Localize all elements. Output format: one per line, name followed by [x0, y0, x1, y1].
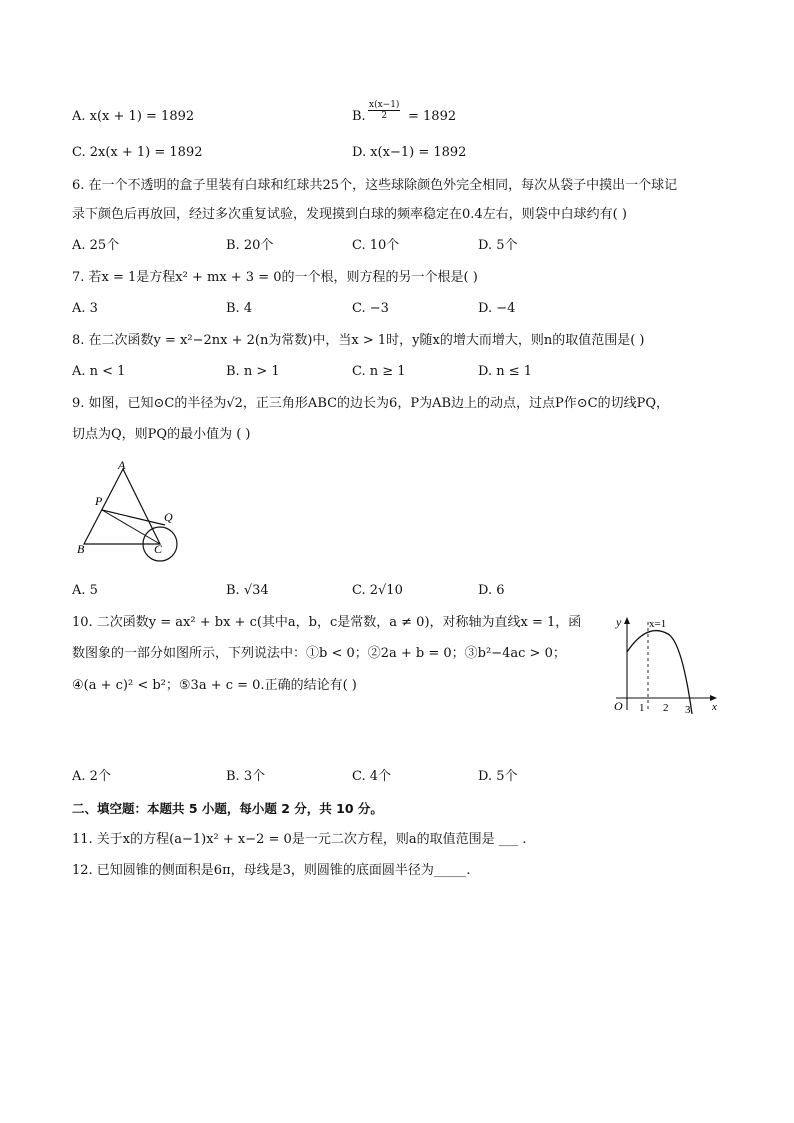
label-b: B: [77, 542, 85, 556]
label-x-eq-1: x=1: [649, 618, 667, 630]
q8-option-d: D. n ≤ 1: [478, 364, 533, 379]
q6-option-c: C. 10个: [352, 238, 400, 253]
q10-option-d: D. 5个: [478, 769, 518, 784]
q7-option-a: A. 3: [72, 301, 98, 316]
q6-option-b: B. 20个: [226, 238, 274, 253]
label-x: x: [712, 701, 717, 713]
q5-option-b-fraction: [368, 100, 400, 121]
q9-option-c: C. 2√10: [352, 583, 403, 598]
q9-stem-line2: 切点为Q，则PQ的最小值为 ( ): [72, 427, 251, 442]
label-a: A: [118, 460, 126, 472]
tick-2: 2: [663, 702, 669, 714]
label-c: C: [154, 542, 163, 556]
q7-option-d: D. −4: [478, 301, 516, 316]
q7-option-c: C. −3: [352, 301, 389, 316]
q5-option-b-numerator: x(x−1): [369, 100, 400, 110]
q6-stem-line1: 6. 在一个不透明的盒子里装有白球和红球共25个，这些球除颜色外完全相同，每次从袋子中摸出一个球记: [72, 178, 678, 193]
q9-stem-line1: 9. 如图，已知⊙C的半径为√2，正三角形ABC的边长为6，P为AB边上的动点，过点P作⊙C的切线PQ，: [72, 396, 670, 411]
q8-option-c: C. n ≥ 1: [352, 364, 406, 379]
section-fill-in-heading: 二、填空题：本题共 5 小题，每小题 2 分，共 10 分。: [72, 801, 383, 816]
q11-stem: 11. 关于x的方程(a−1)x² + x−2 = 0是一元二次方程，则a的取值范围是 ___ .: [72, 832, 527, 847]
q9-option-d: D. 6: [478, 583, 505, 598]
q7-stem: 7. 若x = 1是方程x² + mx + 3 = 0的一个根，则方程的另一个根是( ): [72, 270, 478, 285]
q10-stem-line1: 10. 二次函数y = ax² + bx + c(其中a，b，c是常数，a ≠ 0)，对称轴为直线x = 1，函: [72, 615, 582, 630]
q8-option-b: B. n > 1: [226, 364, 280, 379]
q6-stem-line2: 录下颜色后再放回，经过多次重复试验，发现摸到白球的频率稳定在0.4左右，则袋中白球约有( ): [72, 207, 627, 222]
q10-option-c: C. 4个: [352, 769, 392, 784]
q5-option-b-denominator: 2: [381, 111, 388, 121]
q5-option-a: A. x(x + 1) = 1892: [72, 109, 195, 124]
q12-stem: 12. 已知圆锥的侧面积是6π，母线是3，则圆锥的底面圆半径为_____.: [72, 863, 471, 878]
q10-stem-line2: 数图象的一部分如图所示，下列说法中：①b < 0；②2a + b = 0；③b²−4ac > 0；: [72, 646, 566, 661]
label-q: Q: [164, 510, 173, 524]
q5-option-c: C. 2x(x + 1) = 1892: [72, 145, 203, 160]
label-y: y: [616, 615, 622, 629]
label-p: P: [95, 494, 103, 508]
q8-stem: 8. 在二次函数y = x²−2nx + 2(n为常数)中，当x > 1时，y随x的增大而增大，则n的取值范围是( ): [72, 333, 645, 348]
q6-option-a: A. 25个: [72, 238, 120, 253]
q5-option-b-rest: = 1892: [408, 109, 457, 124]
q9-option-a: A. 5: [72, 583, 98, 598]
parabola-curve: [627, 631, 692, 714]
tick-3: 3: [685, 704, 691, 714]
segment-pq: [102, 510, 165, 525]
tick-1: 1: [639, 702, 645, 714]
q7-option-b: B. 4: [226, 301, 253, 316]
q5-option-d: D. x(x−1) = 1892: [352, 145, 467, 160]
y-axis-arrow: [624, 617, 630, 624]
q10-option-b: B. 3个: [226, 769, 266, 784]
q6-option-d: D. 5个: [478, 238, 518, 253]
q9-triangle-figure: [72, 460, 192, 570]
label-origin: O: [614, 699, 623, 713]
q8-option-a: A. n < 1: [72, 364, 126, 379]
q5-option-b-prefix: B.: [352, 109, 366, 124]
q10-option-a: A. 2个: [72, 769, 111, 784]
q10-parabola-graph: [602, 614, 724, 714]
q10-stem-line3: ④(a + c)² < b²；⑤3a + c = 0.正确的结论有( ): [72, 678, 357, 693]
q9-option-b: B. √34: [226, 583, 269, 598]
